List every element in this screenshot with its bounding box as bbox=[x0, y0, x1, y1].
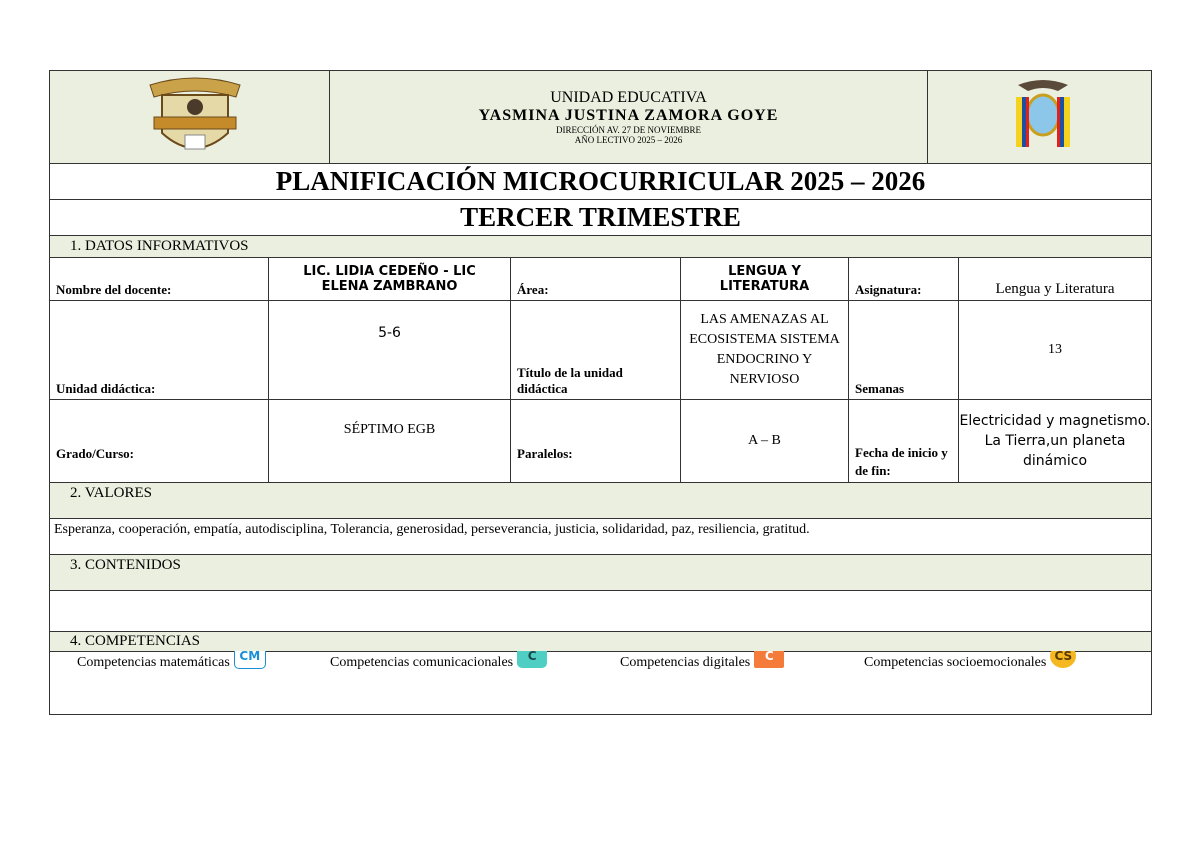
asignatura-value: Lengua y Literatura bbox=[958, 257, 1152, 301]
c-speech-badge-icon: C bbox=[517, 651, 547, 668]
header-line1: UNIDAD EDUCATIVA bbox=[550, 89, 707, 106]
competencia-label: Competencias socioemocionales bbox=[864, 655, 1047, 670]
school-crest-logo bbox=[140, 73, 250, 163]
section-contenidos: 3. CONTENIDOS bbox=[49, 554, 1152, 591]
titulo-value: LAS AMENAZAS AL ECOSISTEMA SISTEMA ENDOCRINO Y NERVIOSO bbox=[680, 300, 849, 400]
unidad-label: Unidad didáctica: bbox=[49, 300, 269, 400]
competencias-body bbox=[49, 651, 1152, 715]
cs-badge-icon: CS bbox=[1050, 651, 1076, 668]
grado-value: SÉPTIMO EGB bbox=[268, 399, 511, 483]
unidad-value: 5-6 bbox=[268, 300, 511, 400]
area-label: Área: bbox=[510, 257, 681, 301]
semanas-value: 13 bbox=[958, 300, 1152, 400]
competencia-label: Competencias comunicacionales bbox=[330, 655, 514, 670]
section-datos: 1. DATOS INFORMATIVOS bbox=[49, 235, 1152, 258]
paralelos-label: Paralelos: bbox=[510, 399, 681, 483]
valores-text: Esperanza, cooperación, empatía, autodisciplina, Tolerancia, generosidad, perseverancia, justicia, solidaridad, paz, resiliencia, gratitud. bbox=[49, 518, 1152, 555]
competencia-digital bbox=[620, 651, 784, 671]
address: DIRECCIÓN AV. 27 DE NOVIEMBRE bbox=[556, 125, 701, 135]
paralelos-value: A – B bbox=[680, 399, 849, 483]
school-logo-cell bbox=[49, 70, 330, 164]
titulo-label: Título de la unidad didáctica bbox=[510, 300, 681, 400]
monitor-badge-icon: C bbox=[754, 651, 784, 668]
docente-label: Nombre del docente: bbox=[49, 257, 269, 301]
page-title: PLANIFICACIÓN MICROCURRICULAR 2025 – 2026 bbox=[49, 163, 1152, 200]
fecha-value: Electricidad y magnetismo. La Tierra,un planeta dinámico bbox=[958, 399, 1152, 483]
school-year: AÑO LECTIVO 2025 – 2026 bbox=[574, 135, 683, 145]
competencia-comunicacional bbox=[330, 651, 547, 671]
semanas-label: Semanas bbox=[848, 300, 959, 400]
term-title: TERCER TRIMESTRE bbox=[49, 199, 1152, 236]
coat-of-arms-cell bbox=[927, 70, 1152, 164]
asignatura-label: Asignatura: bbox=[848, 257, 959, 301]
section-valores: 2. VALORES bbox=[49, 482, 1152, 519]
competencia-socioemocional bbox=[864, 651, 1076, 671]
competencia-label: Competencias digitales bbox=[620, 655, 751, 670]
section-competencias: 4. COMPETENCIAS bbox=[49, 631, 1152, 652]
grado-label: Grado/Curso: bbox=[49, 399, 269, 483]
school-name: YASMINA JUSTINA ZAMORA GOYE bbox=[478, 107, 779, 124]
competencia-matematica bbox=[77, 651, 266, 671]
cm-badge-icon: CM bbox=[234, 651, 266, 669]
docente-value: LIC. LIDIA CEDEÑO - LIC ELENA ZAMBRANO bbox=[268, 257, 511, 301]
competencia-label: Competencias matemáticas bbox=[77, 655, 230, 670]
area-value: LENGUA Y LITERATURA bbox=[680, 257, 849, 301]
contenidos-body bbox=[49, 590, 1152, 632]
ecuador-coat-of-arms-icon bbox=[1008, 75, 1078, 155]
school-header bbox=[329, 70, 928, 164]
fecha-label: Fecha de inicio y de fin: bbox=[848, 399, 959, 483]
